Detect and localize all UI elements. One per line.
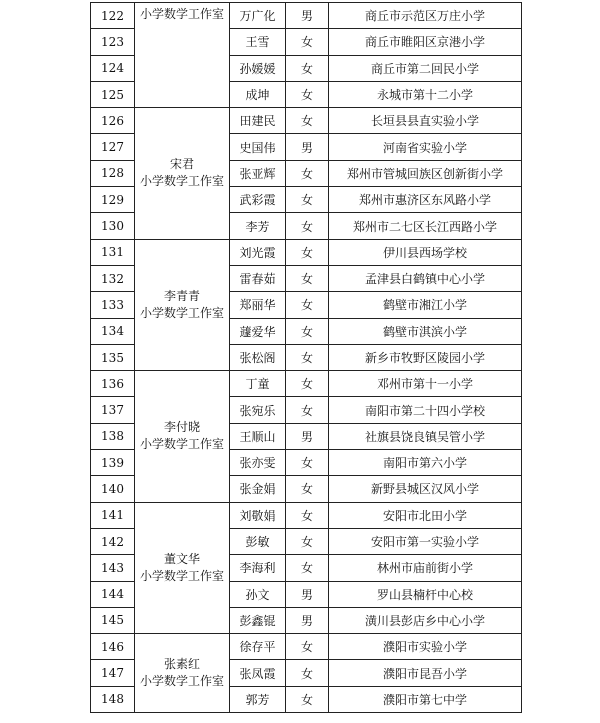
table-row xyxy=(91,371,522,397)
member-school: 商丘市第二回民小学 xyxy=(329,55,522,81)
member-gender: 女 xyxy=(286,555,329,581)
member-name: 刘敬娟 xyxy=(230,502,286,528)
member-school: 郑州市二七区长江西路小学 xyxy=(329,213,522,239)
studio-leader: 张素红 xyxy=(163,657,200,672)
row-number: 131 xyxy=(91,239,135,265)
row-number: 148 xyxy=(91,686,135,712)
studio-leader: 李青青 xyxy=(163,288,200,303)
member-gender: 男 xyxy=(286,134,329,160)
member-name: 张松阁 xyxy=(230,344,286,370)
row-number: 140 xyxy=(91,476,135,502)
member-school: 鹤壁市淇滨小学 xyxy=(329,318,522,344)
member-school: 郑州市管城回族区创新街小学 xyxy=(329,160,522,186)
member-school: 郑州市惠济区东风路小学 xyxy=(329,187,522,213)
member-school: 罗山县楠杆中心校 xyxy=(329,581,522,607)
member-gender: 女 xyxy=(286,660,329,686)
member-name: 王顺山 xyxy=(230,423,286,449)
row-number: 142 xyxy=(91,528,135,554)
row-number: 128 xyxy=(91,160,135,186)
row-number: 146 xyxy=(91,634,135,660)
member-gender: 女 xyxy=(286,187,329,213)
member-school: 社旗县饶良镇吴管小学 xyxy=(329,423,522,449)
member-gender: 女 xyxy=(286,265,329,291)
member-gender: 女 xyxy=(286,160,329,186)
row-number: 136 xyxy=(91,371,135,397)
member-name: 孙媛媛 xyxy=(230,55,286,81)
member-name: 彭敏 xyxy=(230,528,286,554)
studio-label: 小学数学工作室 xyxy=(139,674,224,689)
row-number: 141 xyxy=(91,502,135,528)
member-school: 永城市第十二小学 xyxy=(329,81,522,107)
member-name: 成坤 xyxy=(230,81,286,107)
member-gender: 女 xyxy=(286,450,329,476)
member-school: 邓州市第十一小学 xyxy=(329,371,522,397)
member-school: 濮阳市昆吾小学 xyxy=(329,660,522,686)
member-school: 伊川县西场学校 xyxy=(329,239,522,265)
member-gender: 女 xyxy=(286,318,329,344)
member-gender: 女 xyxy=(286,108,329,134)
member-gender: 女 xyxy=(286,29,329,55)
studio-leader: 李付晓 xyxy=(163,420,200,435)
row-number: 124 xyxy=(91,55,135,81)
member-gender: 男 xyxy=(286,581,329,607)
member-name: 张凤霞 xyxy=(230,660,286,686)
member-gender: 女 xyxy=(286,502,329,528)
member-school: 长垣县县直实验小学 xyxy=(329,108,522,134)
row-number: 127 xyxy=(91,134,135,160)
member-gender: 女 xyxy=(286,213,329,239)
member-school: 商丘市睢阳区京港小学 xyxy=(329,29,522,55)
member-gender: 女 xyxy=(286,292,329,318)
member-school: 南阳市第二十四小学校 xyxy=(329,397,522,423)
member-gender: 女 xyxy=(286,55,329,81)
row-number: 122 xyxy=(91,3,135,29)
member-gender: 女 xyxy=(286,397,329,423)
roster-body xyxy=(91,3,522,713)
member-name: 丁童 xyxy=(230,371,286,397)
row-number: 147 xyxy=(91,660,135,686)
table-row xyxy=(91,108,522,134)
member-school: 河南省实验小学 xyxy=(329,134,522,160)
studio-label: 小学数学工作室 xyxy=(139,568,224,583)
table-row xyxy=(91,239,522,265)
member-gender: 女 xyxy=(286,528,329,554)
studio-label: 小学数学工作室 xyxy=(139,174,224,189)
row-number: 144 xyxy=(91,581,135,607)
member-gender: 女 xyxy=(286,686,329,712)
member-name: 田建民 xyxy=(230,108,286,134)
member-name: 郑丽华 xyxy=(230,292,286,318)
studio-cell xyxy=(135,239,230,370)
member-name: 万广化 xyxy=(230,3,286,29)
member-name: 张宛乐 xyxy=(230,397,286,423)
member-name: 彭鑫锟 xyxy=(230,607,286,633)
member-gender: 女 xyxy=(286,344,329,370)
row-number: 139 xyxy=(91,450,135,476)
row-number: 129 xyxy=(91,187,135,213)
member-name: 张亚辉 xyxy=(230,160,286,186)
member-name: 雷春茹 xyxy=(230,265,286,291)
row-number: 134 xyxy=(91,318,135,344)
member-gender: 女 xyxy=(286,476,329,502)
row-number: 138 xyxy=(91,423,135,449)
studio-cell xyxy=(135,3,230,108)
table-row xyxy=(91,634,522,660)
member-gender: 女 xyxy=(286,371,329,397)
row-number: 137 xyxy=(91,397,135,423)
member-name: 王雪 xyxy=(230,29,286,55)
member-school: 濮阳市第七中学 xyxy=(329,686,522,712)
row-number: 126 xyxy=(91,108,135,134)
member-name: 张亦雯 xyxy=(230,450,286,476)
row-number: 130 xyxy=(91,213,135,239)
member-name: 武彩霞 xyxy=(230,187,286,213)
member-name: 刘光霞 xyxy=(230,239,286,265)
row-number: 123 xyxy=(91,29,135,55)
member-roster-table xyxy=(90,2,522,713)
studio-cell xyxy=(135,502,230,633)
member-school: 安阳市第一实验小学 xyxy=(329,528,522,554)
row-number: 145 xyxy=(91,607,135,633)
member-school: 林州市庙前街小学 xyxy=(329,555,522,581)
member-school: 潢川县彭店乡中心小学 xyxy=(329,607,522,633)
studio-cell xyxy=(135,371,230,502)
studio-label: 小学数学工作室 xyxy=(139,437,224,452)
member-school: 孟津县白鹤镇中心小学 xyxy=(329,265,522,291)
studio-label: 小学数学工作室 xyxy=(139,7,224,21)
studio-label: 小学数学工作室 xyxy=(139,305,224,320)
member-name: 郭芳 xyxy=(230,686,286,712)
member-name: 李芳 xyxy=(230,213,286,239)
member-name: 史国伟 xyxy=(230,134,286,160)
row-number: 143 xyxy=(91,555,135,581)
member-name: 徐存平 xyxy=(230,634,286,660)
row-number: 135 xyxy=(91,344,135,370)
row-number: 125 xyxy=(91,81,135,107)
member-gender: 男 xyxy=(286,3,329,29)
member-gender: 男 xyxy=(286,607,329,633)
member-gender: 女 xyxy=(286,239,329,265)
table-row xyxy=(91,3,522,29)
member-school: 安阳市北田小学 xyxy=(329,502,522,528)
member-school: 商丘市示范区万庄小学 xyxy=(329,3,522,29)
row-number: 133 xyxy=(91,292,135,318)
member-school: 濮阳市实验小学 xyxy=(329,634,522,660)
member-name: 孙文 xyxy=(230,581,286,607)
member-school: 新乡市牧野区陵园小学 xyxy=(329,344,522,370)
studio-cell xyxy=(135,108,230,239)
member-name: 张金娟 xyxy=(230,476,286,502)
member-gender: 女 xyxy=(286,81,329,107)
member-name: 李海利 xyxy=(230,555,286,581)
member-gender: 女 xyxy=(286,634,329,660)
member-gender: 男 xyxy=(286,423,329,449)
studio-leader: 董文华 xyxy=(163,551,200,566)
member-school: 南阳市第六小学 xyxy=(329,450,522,476)
table-row xyxy=(91,502,522,528)
row-number: 132 xyxy=(91,265,135,291)
member-name: 蘧爱华 xyxy=(230,318,286,344)
member-school: 新野县城区汉风小学 xyxy=(329,476,522,502)
studio-cell xyxy=(135,634,230,713)
studio-leader: 宋君 xyxy=(169,157,194,172)
member-school: 鹤壁市湘江小学 xyxy=(329,292,522,318)
